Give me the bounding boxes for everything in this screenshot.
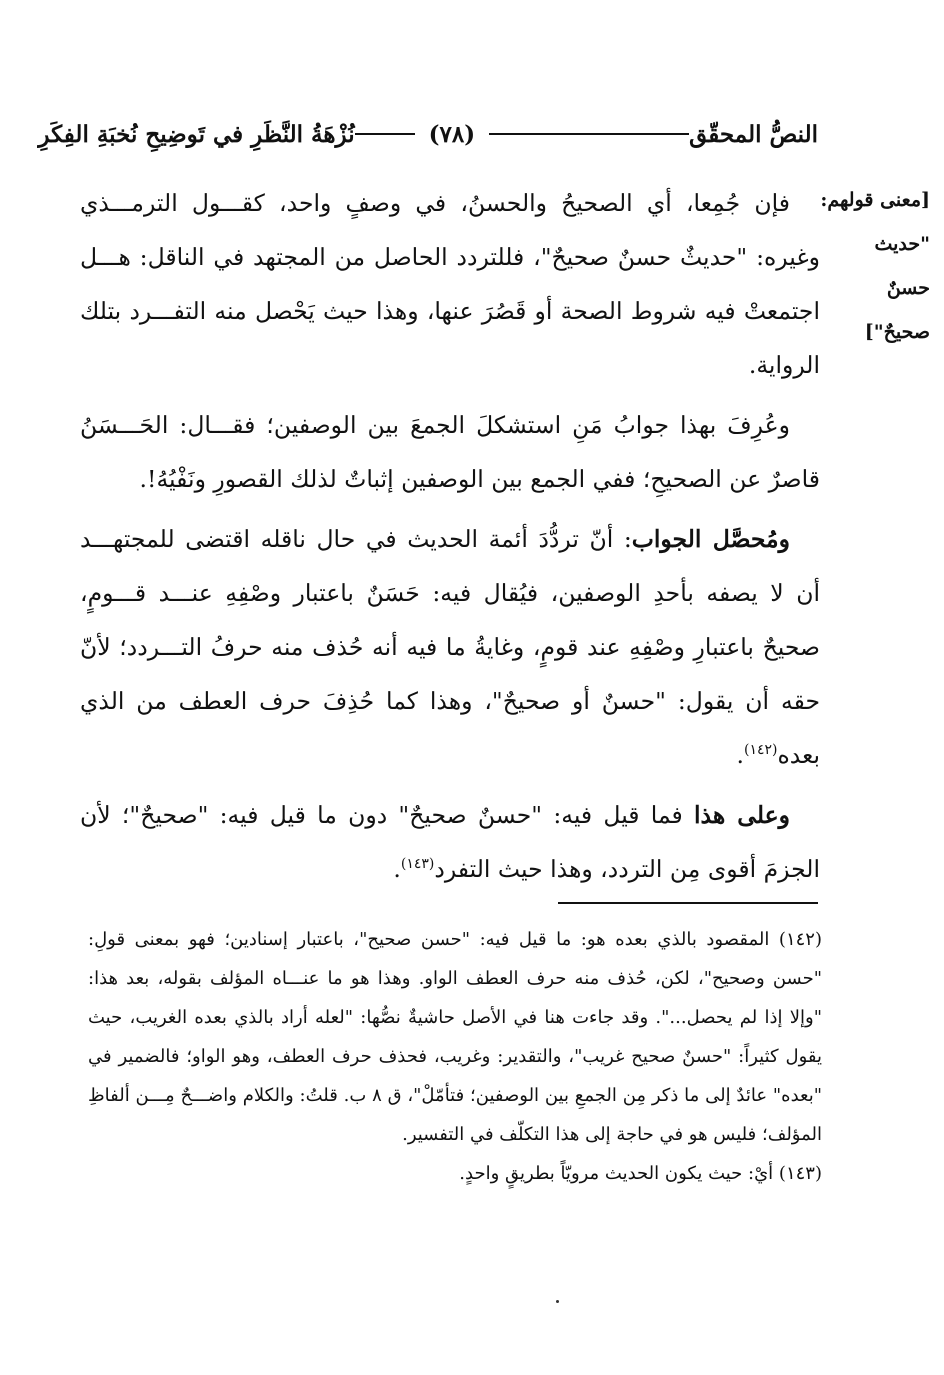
margin-note-line: [معنى قولهم:	[820, 189, 930, 211]
margin-note-line: حسنٌ	[886, 277, 930, 299]
header-section-title: النصُّ المحقّق	[689, 120, 818, 148]
page-header	[38, 112, 818, 156]
paragraph-end: .	[736, 741, 744, 769]
paragraph-lead: وعلى هذا	[694, 801, 790, 829]
footnote-142	[88, 920, 822, 1154]
paragraph-text: فما قيل فيه: "حسنٌ صحيحٌ" دون ما قيل فيه: "صحيحٌ"؛ لأن الجزمَ أقوى مِن التردد، وهذا حيث التفرد	[80, 801, 820, 883]
stray-mark	[556, 1300, 559, 1303]
footnote-text: أيْ: حيث يكون الحديث مرويّاً بطريقٍ واحدٍ.	[459, 1163, 774, 1184]
paragraph-text: : أنّ تردُّدَ أئمة الحديث في حال ناقله اقتضى للمجتهـــد أن لا يصفه بأحدِ الوصفين، فيُقال فيه: حَسَنٌ باعتبار وصْفِهِ عنـــد قـــومٍ، صحيحٌ باعتبارِ وصْفِهِ عند قومٍ، وغايةُ ما فيه أنه حُذف منه حرفُ التـــردد؛ لأنّ حقه أن يقول: "حسنٌ أو صحيحٌ"، وهذا كما حُذِفَ حرف العطف من الذي بعده	[80, 525, 820, 769]
paragraph-end: .	[393, 855, 401, 883]
header-page-number-group	[355, 121, 690, 148]
main-text	[80, 176, 820, 902]
paragraph: فإن جُمِعا، أي الصحيحُ والحسنُ، في وصفٍ واحد، كقـــول الترمـــذي وغيره: "حديثٌ حسنٌ صحيحٌ"، فللتردد الحاصل من المجتهد في الناقل: هـــل اجتمعتْ فيه شروط الصحة أو قَصُرَ عنها، وهذا حيث يَحْصل منه التفـــرد بتلك الرواية.	[80, 189, 820, 379]
footnote-ref[interactable]: (١٤٢)	[743, 742, 778, 759]
header-rule-right	[489, 133, 689, 135]
footnote-number: (١٤٣)	[778, 1163, 822, 1184]
paragraph: وعُرِفَ بهذا جوابُ مَنِ استشكلَ الجمعَ بين الوصفين؛ فقـــال: الحَـــسَنُ قاصرٌ عن الصحيحِ؛ ففي الجمع بين الوصفين إثباتٌ لذلك القصورِ ونَفْيُهُ!.	[80, 411, 820, 493]
margin-note-line: "حديث	[874, 233, 930, 255]
footnote-number: (١٤٢)	[778, 929, 822, 950]
footnote-143	[88, 1154, 822, 1193]
margin-note	[820, 178, 930, 354]
header-rule-left	[355, 133, 415, 135]
footnote-separator	[558, 902, 818, 904]
footnote-text: المقصود بالذي بعده هو: ما قيل فيه: "حسن صحيح"، باعتبار إسنادين؛ فهو بمعنى قولِ: "حسن وصحيح"، لكن، حُذف منه حرف العطف الواو. وهذا هو ما عنـــاه المؤلف بقوله، بعد هذا: "وإلا إذا لم يحصل...". وقد جاءت هنا في الأصل حاشيةٌ نصُّها: "لعله أراد بالذي بعده الغريب، حيث يقول كثيراً: "حسنٌ صحيح غريب"، والتقدير: وغريب، فحذف حرف العطف، وهو الواو؛ فالضمير في "بعده" عائدٌ إلى ما ذكر مِن الجمعِ بين الوصفين؛ فتأمّلْ"، ق ٨ ب. قلتُ: والكلام واضـــحٌ مِـــن ألفاظِ المؤلف؛ فليس هو في حاجة إلى هذا التكلّف في التفسير.	[88, 929, 822, 1145]
paragraph-lead: ومُحصَّل الجواب	[631, 525, 790, 553]
footnote-ref[interactable]: (١٤٣)	[400, 856, 435, 873]
paragraph	[80, 512, 820, 782]
page-number: (٧٨)	[428, 120, 476, 148]
footnotes	[88, 920, 822, 1193]
paragraph	[80, 788, 820, 896]
header-book-title: نُزْهَةُ النَّظَرِ في تَوضِيحِ نُخبَةِ الفِكَرِ	[38, 120, 355, 148]
margin-note-line: صحيحٌ"]	[864, 321, 930, 343]
